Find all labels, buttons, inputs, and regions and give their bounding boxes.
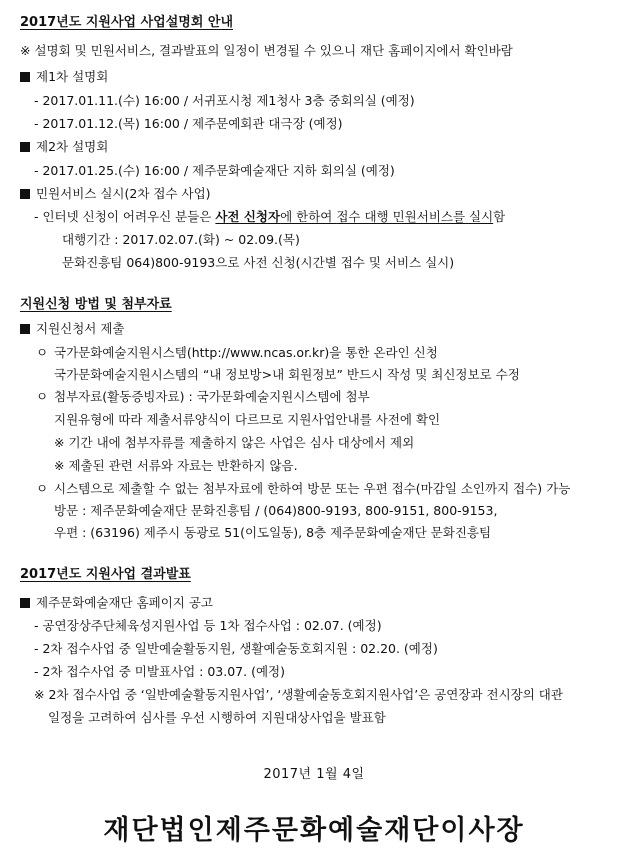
results-item: - 2차 접수사업 중 미발표사업 : 03.07. (예정): [34, 664, 285, 679]
round2-heading: 제2차 설명회: [20, 136, 108, 158]
results-note-continued: 일정을 고려하여 심사를 우선 시행하여 지원대상사업을 발표함: [48, 710, 386, 725]
service-contact: 문화진흥팀 064)800-9193으로 사전 신청(시간별 접수 및 서비스 실시): [62, 255, 455, 270]
square-bullet-icon: [20, 142, 30, 152]
circle-bullet-icon: ㅇ: [36, 389, 49, 404]
attachment-note: ※ 제출된 관련 서류와 자료는 반환하지 않음.: [54, 458, 298, 473]
round1-item: - 2017.01.12.(목) 16:00 / 제주문예회관 대극장 (예정): [34, 116, 343, 131]
schedule-notice: ※ 설명회 및 민원서비스, 결과발표의 일정이 변경될 수 있으니 재단 홈페이지에서 확인바람: [20, 43, 513, 58]
service-period: 대행기간 : 2017.02.07.(화) ~ 02.09.(목): [62, 232, 300, 247]
square-bullet-icon: [20, 189, 30, 199]
attachment-guide-line: 지원유형에 따라 제출서류양식이 다르므로 지원사업안내를 사전에 확인: [54, 412, 441, 427]
square-bullet-icon: [20, 324, 30, 334]
pre-applicant-emphasis: 사전 신청자: [215, 209, 281, 224]
round2-item: - 2017.01.25.(수) 16:00 / 제주문화예술재단 지하 회의실 (예정): [34, 163, 395, 178]
circle-bullet-icon: ㅇ: [36, 481, 49, 496]
issue-date: 2017년 1월 4일: [263, 767, 365, 782]
offline-submission-item: ㅇ 시스템으로 제출할 수 없는 첨부자료에 한하여 방문 또는 우편 접수(마감일 소인까지 접수) 가능: [36, 478, 570, 500]
issuer-signature: 재단법인제주문화예술재단이사장: [103, 815, 525, 846]
online-application-item: ㅇ 국가문화예술지원시스템(http://www.ncas.or.kr)을 통한 온라인 신청: [36, 342, 438, 364]
circle-bullet-icon: ㅇ: [36, 345, 49, 360]
square-bullet-icon: [20, 598, 30, 608]
results-item: - 공연장상주단체육성지원사업 등 1차 접수사업 : 02.07. (예정): [34, 618, 382, 633]
service-line: - 인터넷 신청이 어려우신 분들은 사전 신청자에 한하여 접수 대행 민원서비스를 실시함: [34, 209, 506, 224]
application-heading: 지원신청서 제출: [20, 318, 125, 340]
visit-contact-line: 방문 : 제주문화예술재단 문화진흥팀 / (064)800-9193, 800-9151, 800-9153,: [54, 503, 498, 518]
round1-heading: 제1차 설명회: [20, 66, 108, 88]
attachment-item: ㅇ 첨부자료(활동증빙자료) : 국가문화예술지원시스템에 첨부: [36, 386, 370, 408]
square-bullet-icon: [20, 72, 30, 82]
proxy-service-emphasis: 접수 대행 민원서비스를 실시: [336, 209, 494, 224]
attachment-note: ※ 기간 내에 첨부자류를 제출하지 않은 사업은 심사 대상에서 제외: [54, 435, 415, 450]
mail-address-line: 우편 : (63196) 제주시 동광로 51(이도일동), 8층 제주문화예술재단 문화진흥팀: [54, 525, 492, 540]
results-note: ※ 2차 접수사업 중 ‘일반예술활동지원사업’, ‘생활예술동호회지원사업’은 공연장과 전시장의 대관: [34, 687, 563, 702]
results-item: - 2차 접수사업 중 일반예술활동지원, 생활예술동호회지원 : 02.20. (예정): [34, 641, 438, 656]
round1-item: - 2017.01.11.(수) 16:00 / 서귀포시청 제1청사 3층 중회의실 (예정): [34, 93, 415, 108]
section-title-results: 2017년도 지원사업 결과발표: [20, 567, 191, 582]
profile-update-line: 국가문화예술지원시스템의 “내 정보방>내 회원정보” 반드시 작성 및 최신정보로 수정: [54, 367, 520, 382]
section-title-briefing: 2017년도 지원사업 사업설명회 안내: [20, 15, 234, 30]
section-title-application: 지원신청 방법 및 첨부자료: [20, 297, 172, 312]
results-heading: 제주문화예술재단 홈페이지 공고: [20, 592, 213, 614]
service-heading: 민원서비스 실시(2차 접수 사업): [20, 183, 211, 205]
